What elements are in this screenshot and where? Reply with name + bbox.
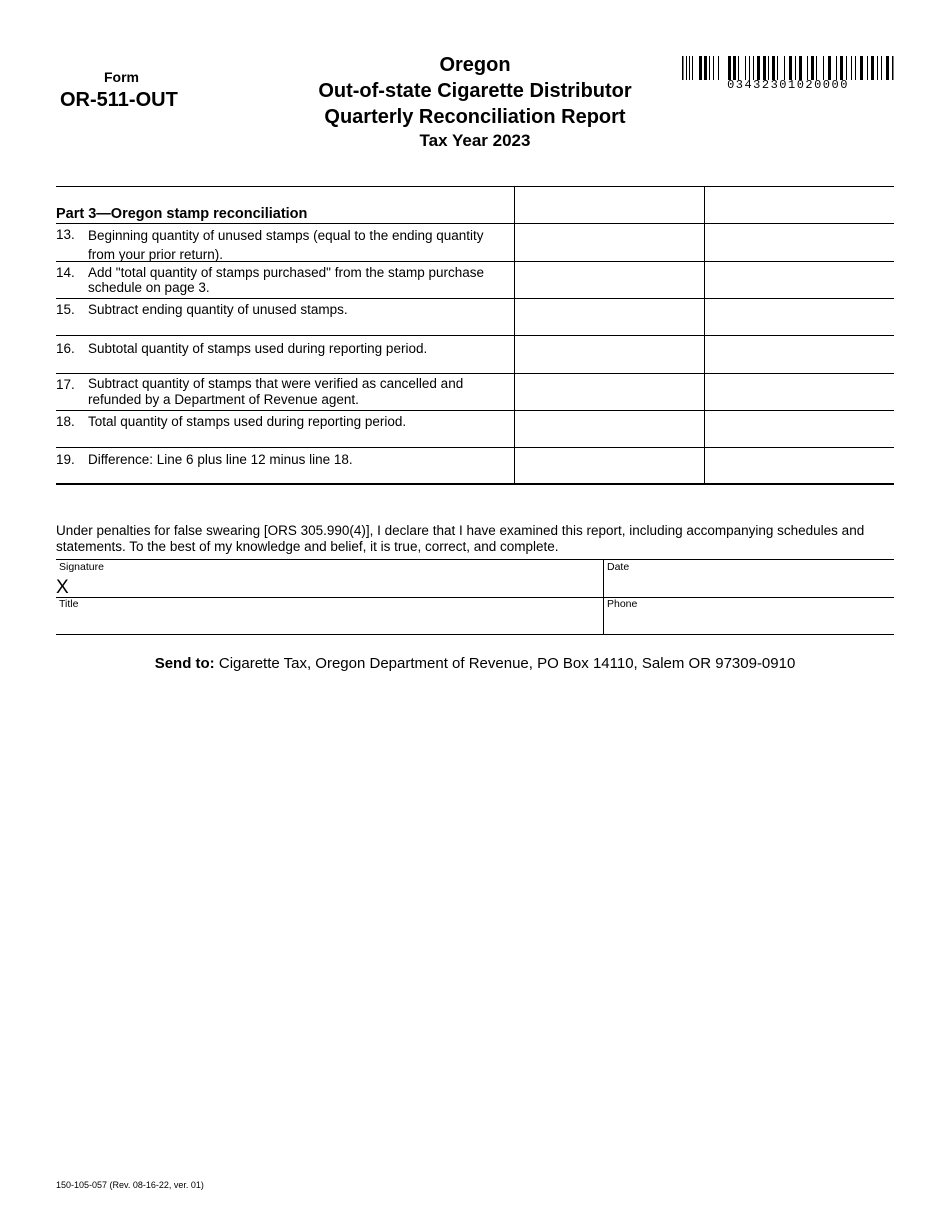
barcode-number: 03432301020000 <box>727 78 849 92</box>
header-cell-a <box>514 187 704 223</box>
title-state: Oregon <box>439 54 511 76</box>
table-row <box>56 374 894 411</box>
line-17-amount-a[interactable] <box>514 374 704 410</box>
line-number: 18. <box>56 414 75 429</box>
table-row <box>56 411 894 448</box>
table-row <box>56 448 894 484</box>
line-16-amount-a[interactable] <box>514 336 704 373</box>
line-15-amount-a[interactable] <box>514 299 704 335</box>
declaration-text: Under penalties for false swearing [ORS 305.990(4)], I declare that I have examined this report, including accompanying schedules and statements. To the best of my knowledge and belief, it is true, correct, and complete. <box>56 523 865 554</box>
line-14-amount-b[interactable] <box>704 262 894 298</box>
title-block <box>270 52 680 152</box>
line-13-amount-b[interactable] <box>704 224 894 261</box>
header-cell-b <box>704 187 894 223</box>
table-row <box>56 299 894 336</box>
date-field[interactable] <box>604 560 894 597</box>
barcode-icon <box>682 56 894 80</box>
tax-year: Tax Year 2023 <box>419 131 531 150</box>
date-label: Date <box>607 561 630 573</box>
reconciliation-table <box>56 186 894 485</box>
line-text: Beginning quantity of unused stamps (equal to the ending quantity from your prior return). <box>88 228 484 262</box>
signature-label: Signature <box>59 561 104 573</box>
form-revision: 150-105-057 (Rev. 08-16-22, ver. 01) <box>56 1180 204 1190</box>
send-to-label: Send to: <box>154 655 215 672</box>
line-text: Total quantity of stamps used during reporting period. <box>88 414 407 429</box>
line-text: Subtract quantity of stamps that were verified as cancelled and refunded by a Department of Revenue agent. <box>88 376 464 407</box>
form-label: Form <box>104 69 139 85</box>
line-17-amount-b[interactable] <box>704 374 894 410</box>
phone-label: Phone <box>607 598 638 610</box>
line-text: Add "total quantity of stamps purchased" from the stamp purchase schedule on page 3. <box>88 265 485 295</box>
signature-field[interactable] <box>56 560 603 597</box>
line-text: Difference: Line 6 plus line 12 minus line 18. <box>88 452 353 467</box>
part3-title: Part 3—Oregon stamp reconciliation <box>56 206 308 222</box>
line-number: 19. <box>56 452 75 467</box>
title-main: Out-of-state Cigarette Distributor <box>318 80 632 102</box>
line-14-amount-a[interactable] <box>514 262 704 298</box>
line-number: 13. <box>56 227 75 242</box>
line-18-amount-a[interactable] <box>514 411 704 447</box>
line-number: 17. <box>56 377 75 392</box>
phone-field[interactable] <box>604 598 894 635</box>
form-number: OR-511-OUT <box>60 89 178 111</box>
line-number: 14. <box>56 265 75 280</box>
line-18-amount-b[interactable] <box>704 411 894 447</box>
line-19-amount-a[interactable] <box>514 448 704 484</box>
send-to <box>0 655 950 672</box>
line-16-amount-b[interactable] <box>704 336 894 373</box>
line-19-amount-b[interactable] <box>704 448 894 484</box>
table-header-row <box>56 187 894 224</box>
line-13-amount-a[interactable] <box>514 224 704 261</box>
table-row <box>56 336 894 374</box>
line-number: 15. <box>56 302 75 317</box>
signature-block <box>56 559 894 635</box>
table-row <box>56 224 894 262</box>
line-15-amount-b[interactable] <box>704 299 894 335</box>
table-row <box>56 262 894 299</box>
line-text: Subtract ending quantity of unused stamps. <box>88 302 348 317</box>
title-sub: Quarterly Reconciliation Report <box>324 106 626 128</box>
send-to-address: Cigarette Tax, Oregon Department of Revenue, PO Box 14110, Salem OR 97309-0910 <box>218 655 796 672</box>
line-number: 16. <box>56 341 75 356</box>
title-field[interactable] <box>56 598 603 635</box>
line-text: Subtotal quantity of stamps used during reporting period. <box>88 341 428 356</box>
title-label: Title <box>59 598 79 610</box>
signature-x-mark: X <box>56 577 69 598</box>
